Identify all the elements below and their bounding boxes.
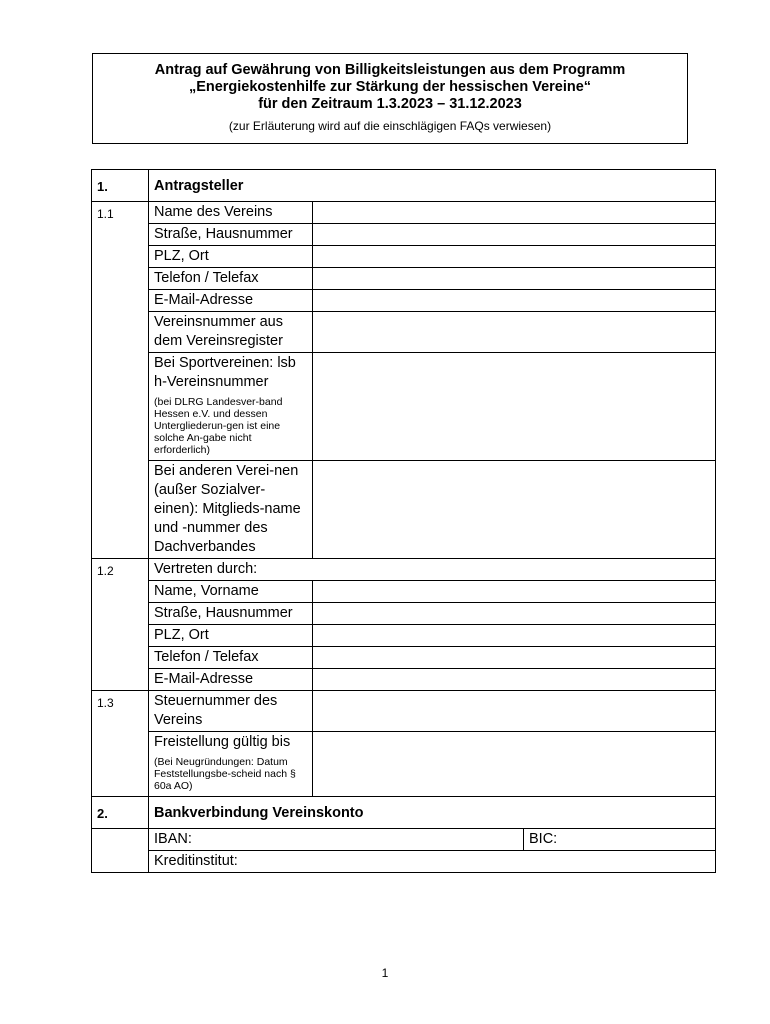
club-zip-label: PLZ, Ort <box>149 246 313 268</box>
form-title-line2: „Energiekostenhilfe zur Stärkung der hessischen Vereine“ <box>188 79 592 95</box>
club-name-label: Name des Vereins <box>149 202 313 224</box>
exemption-note: (Bei Neugründungen: Datum Feststellungsbe-scheid nach § 60a AO) <box>154 756 296 792</box>
club-register-field[interactable] <box>313 312 716 353</box>
sport-club-note: (bei DLRG Landesver-band Hessen e.V. und dessen Untergliederun-gen ist eine solche An-gabe nicht erforderlich) <box>154 396 283 456</box>
sport-club-label-cell <box>149 353 313 461</box>
table-row <box>92 268 716 290</box>
section-1-title: Antragsteller <box>149 170 716 202</box>
section-2-header-row <box>92 797 716 829</box>
rep-street-label: Straße, Hausnummer <box>149 603 313 625</box>
table-row <box>92 647 716 669</box>
rep-zip-field[interactable] <box>313 625 716 647</box>
table-row <box>92 312 716 353</box>
section-2-number: 2. <box>92 797 149 829</box>
rep-name-field[interactable] <box>313 581 716 603</box>
section-2-blank-cell <box>92 829 149 873</box>
table-row <box>92 603 716 625</box>
bank-institute-field[interactable] <box>149 851 716 873</box>
club-email-field[interactable] <box>313 290 716 312</box>
table-row <box>92 290 716 312</box>
subsection-1-3-number: 1.3 <box>92 691 149 797</box>
bank-institute-label: Kreditinstitut: <box>154 853 238 869</box>
rep-email-label: E-Mail-Adresse <box>149 669 313 691</box>
sport-club-field[interactable] <box>313 353 716 461</box>
club-phone-field[interactable] <box>313 268 716 290</box>
iban-field[interactable] <box>149 829 524 851</box>
club-street-field[interactable] <box>313 224 716 246</box>
rep-name-label: Name, Vorname <box>149 581 313 603</box>
other-club-field[interactable] <box>313 461 716 559</box>
table-row <box>92 851 716 873</box>
application-form-table <box>91 169 716 873</box>
page-number: 1 <box>381 966 389 980</box>
form-title-line3: für den Zeitraum 1.3.2023 – 31.12.2023 <box>258 96 522 112</box>
table-row <box>92 559 716 581</box>
rep-email-field[interactable] <box>313 669 716 691</box>
iban-label: IBAN: <box>154 831 192 847</box>
subsection-1-1-number: 1.1 <box>92 202 149 461</box>
club-street-label: Straße, Hausnummer <box>149 224 313 246</box>
club-email-label: E-Mail-Adresse <box>149 290 313 312</box>
club-register-label: Vereinsnummer aus dem Vereinsregister <box>149 312 313 353</box>
club-zip-field[interactable] <box>313 246 716 268</box>
tax-number-field[interactable] <box>313 691 716 732</box>
rep-phone-field[interactable] <box>313 647 716 669</box>
rep-street-field[interactable] <box>313 603 716 625</box>
subsection-1-1-continuation <box>92 461 149 559</box>
section-1-header-row <box>92 170 716 202</box>
form-title-box <box>92 53 688 144</box>
sport-club-label: Bei Sportvereinen: lsb h-Vereinsnummer <box>154 355 296 390</box>
section-2-title: Bankverbindung Vereinskonto <box>149 797 716 829</box>
table-row <box>92 202 716 224</box>
section-1-number: 1. <box>92 170 149 202</box>
tax-number-label: Steuernummer des Vereins <box>149 691 313 732</box>
other-club-label: Bei anderen Verei-nen (außer Sozialver-einen): Mitglieds-name und -nummer des Dachverbandes <box>149 461 313 559</box>
exemption-label-cell <box>149 732 313 797</box>
table-row <box>92 625 716 647</box>
table-row <box>92 581 716 603</box>
table-row <box>92 224 716 246</box>
form-title-note: (zur Erläuterung wird auf die einschlägigen FAQs verwiesen) <box>228 119 552 133</box>
bic-label: BIC: <box>529 831 558 847</box>
rep-phone-label: Telefon / Telefax <box>149 647 313 669</box>
table-row <box>92 691 716 732</box>
rep-zip-label: PLZ, Ort <box>149 625 313 647</box>
form-title-line1: Antrag auf Gewährung von Billigkeitsleistungen aus dem Programm <box>154 62 626 78</box>
table-row <box>92 461 716 559</box>
club-name-field[interactable] <box>313 202 716 224</box>
bic-field[interactable] <box>524 829 716 851</box>
subsection-1-2-number: 1.2 <box>92 559 149 691</box>
exemption-field[interactable] <box>313 732 716 797</box>
table-row <box>92 829 716 851</box>
table-row <box>92 669 716 691</box>
table-row <box>92 353 716 461</box>
exemption-label: Freistellung gültig bis <box>154 734 291 750</box>
table-row <box>92 246 716 268</box>
club-phone-label: Telefon / Telefax <box>149 268 313 290</box>
table-row <box>92 732 716 797</box>
represented-by-label: Vertreten durch: <box>149 559 716 581</box>
